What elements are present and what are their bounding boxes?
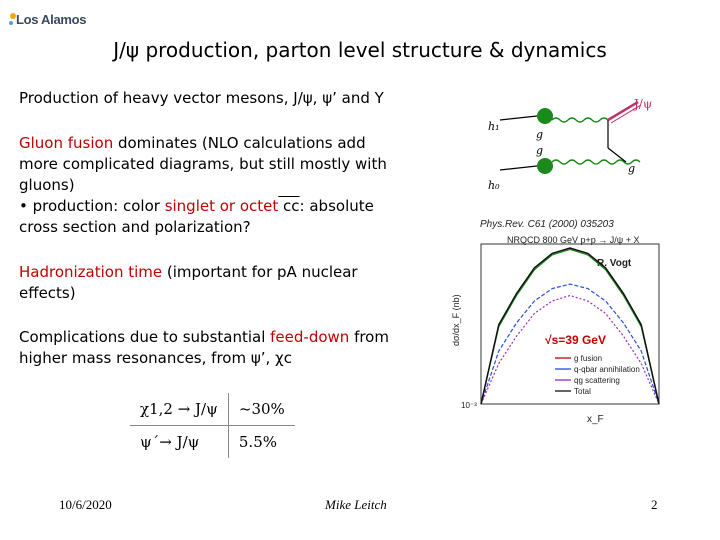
footer-page-number: 2	[651, 497, 658, 512]
paragraph-feed-down	[19, 327, 449, 369]
label-jpsi: J/ψ	[634, 97, 653, 111]
table-cell-fraction: 5.5%	[238, 433, 277, 451]
label-g2: g	[536, 144, 544, 157]
highlight-hadronization: Hadronization time	[19, 263, 163, 281]
legend-label: Total	[574, 387, 591, 396]
footer-author: Mike Leitch	[325, 497, 387, 512]
table-row	[130, 393, 295, 426]
logo-text: Los Alamos	[16, 12, 87, 27]
label-g1: g	[536, 128, 544, 141]
text-fragment: Complications due to substantial	[19, 328, 271, 346]
intro-text: Production of heavy vector mesons, J/ψ, ψ’ and Υ	[19, 89, 384, 107]
paragraph-hadronization	[19, 262, 439, 304]
text-line: cross section and polarization?	[19, 218, 251, 236]
text-fragment: • production: color	[19, 197, 165, 215]
citation: Phys.Rev. C61 (2000) 035203	[480, 219, 614, 230]
chart-header: NRQCD 800 GeV p+p → J/ψ + X	[507, 236, 640, 245]
highlight-feed-down: feed-down	[270, 328, 350, 346]
legend-label: qg scattering	[574, 376, 620, 385]
text-fragment: : absolute	[299, 197, 374, 215]
hadron-blob-top	[537, 108, 553, 124]
text-line: higher mass resonances, from ψ’, χc	[19, 349, 292, 367]
text-line: more complicated diagrams, but still mostly with	[19, 155, 387, 173]
energy-label: √s=39 GeV	[545, 333, 606, 347]
paragraph-gluon-fusion	[19, 133, 439, 238]
slide-title: J/ψ production, parton level structure & dynamics	[113, 38, 607, 62]
text-fragment: dominates (NLO calculations add	[113, 134, 366, 152]
table-cell-fraction: ~30%	[228, 393, 294, 426]
chart-svg	[447, 236, 663, 426]
feed-down-table	[130, 393, 295, 458]
feynman-diagram	[470, 88, 670, 208]
feynman-diagram-svg	[470, 88, 670, 208]
y-tick-bottom: 10⁻³	[461, 401, 477, 410]
footer-date: 10/6/2020	[59, 497, 112, 512]
table-cell-decay: ψ´→ J/ψ	[130, 426, 228, 459]
text-line: gluons)	[19, 176, 75, 194]
table-cell-decay: χ1,2 → J/ψ	[130, 393, 228, 426]
hadron-blob-bottom	[537, 158, 553, 174]
y-axis-label: dσ/dx_F (nb)	[451, 294, 461, 346]
highlight-singlet-octet: singlet or octet	[164, 197, 279, 215]
gluon-line-top	[552, 118, 608, 122]
label-h1: h₁	[488, 120, 500, 133]
text-line: effects)	[19, 284, 76, 302]
label-h0: h₀	[488, 179, 500, 192]
cc-bar: cc	[278, 197, 300, 215]
highlight-gluon-fusion: Gluon fusion	[19, 134, 114, 152]
legend-label: q-qbar annihilation	[574, 365, 640, 374]
gluon-line-bottom	[552, 160, 640, 164]
legend-label: g fusion	[574, 354, 603, 363]
table-row	[130, 426, 295, 459]
chart-author: R. Vogt	[597, 258, 632, 269]
x-axis-label: x_F	[587, 414, 604, 425]
xf-distribution-chart	[447, 236, 663, 426]
text-fragment: from	[349, 328, 389, 346]
label-g3: g	[628, 162, 636, 175]
text-fragment: (important for pA nuclear	[162, 263, 358, 281]
